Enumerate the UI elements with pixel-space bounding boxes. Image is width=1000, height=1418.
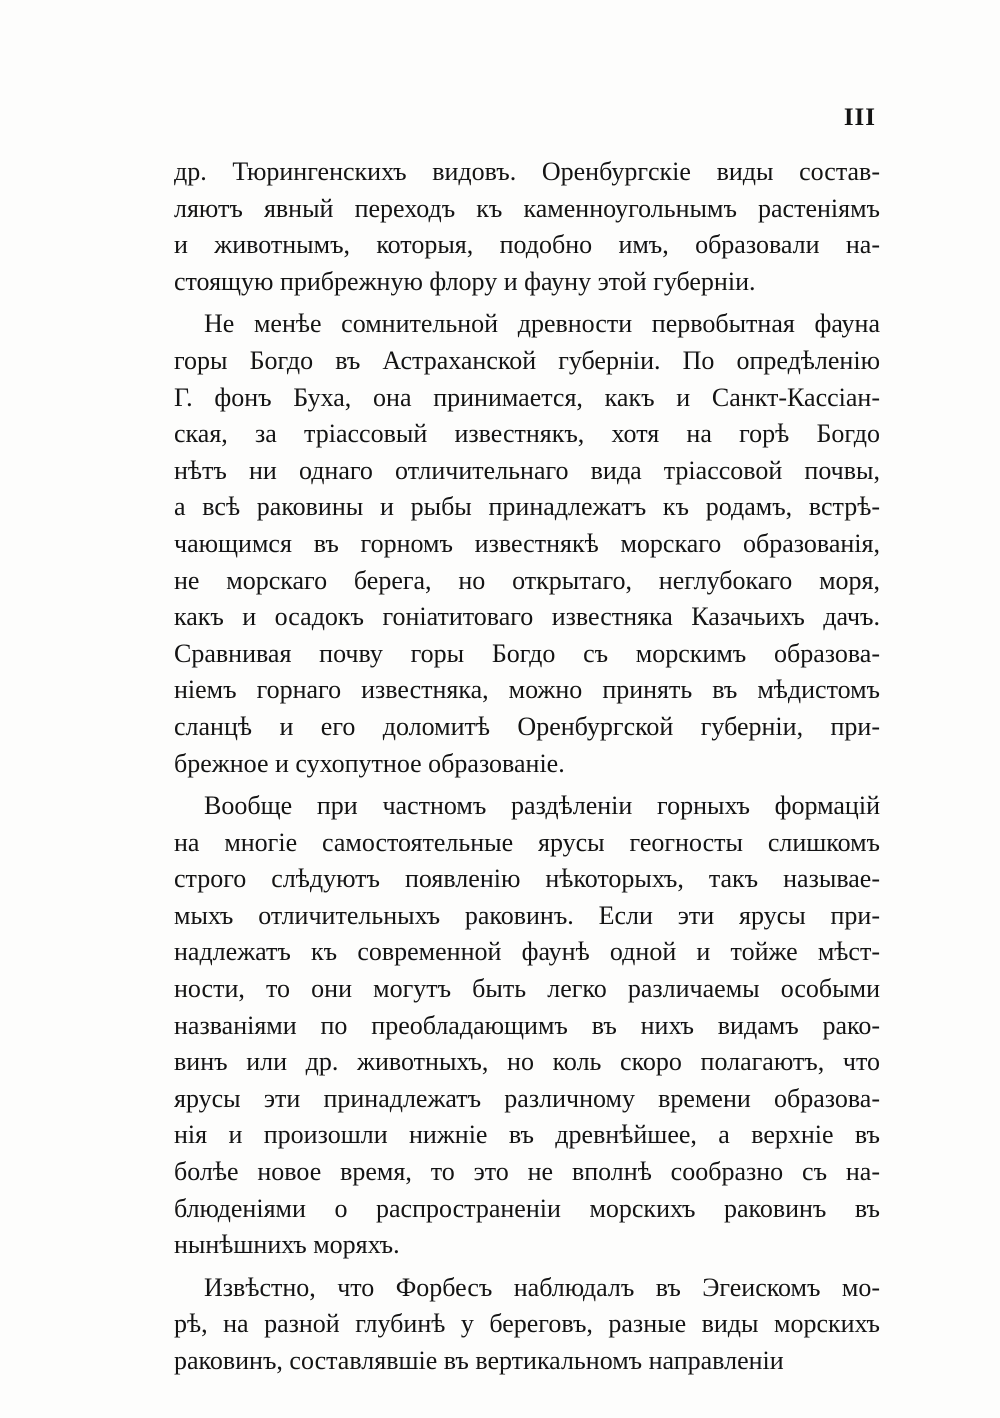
text-line: нѣтъ ни однаго отличительнаго вида тріассовой почвы, [174,455,880,485]
text-line: рѣ, на разной глубинѣ у береговъ, разные виды морскихъ [174,1309,880,1339]
paragraph [174,306,880,782]
text-line: ярусы эти принадлежатъ различному времени образова- [174,1083,880,1113]
text-line: мыхъ отличительныхъ раковинъ. Если эти ярусы при- [174,900,880,930]
text-line: Вообще при частномъ раздѣленіи горныхъ формацій [204,791,880,821]
text-line: названіями по преобладающимъ въ нихъ видамъ рако- [174,1010,880,1040]
text-line: горы Богдо въ Астраханской губерніи. По опредѣленію [174,345,880,375]
page-number: III [843,104,876,131]
text-line: не морскаго берега, но открытаго, неглубокаго моря, [174,565,880,595]
text-line: Сравнивая почву горы Богдо съ морскимъ образова- [174,638,880,668]
text-line: болѣе новое время, то это не вполнѣ сообразно съ на- [174,1157,880,1187]
text-line: какъ и осадокъ гоніатитоваго известняка Казачьихъ дачъ. [174,602,880,632]
text-line: ности, то они могутъ быть легко различаемы особыми [174,974,880,1004]
paragraph [174,154,880,300]
text-line: нынѣшнихъ моряхъ. [174,1230,400,1260]
text-line: строго слѣдуютъ появленію нѣкоторыхъ, такъ называе- [174,864,880,894]
text-line: Извѣстно, что Форбесъ наблюдалъ въ Эгеискомъ мо- [204,1272,880,1302]
text-line: Не менѣе сомнительной древности первобытная фауна [204,309,880,339]
text-line: винъ или др. животныхъ, но коль скоро полагаютъ, что [174,1047,880,1077]
text-line: а всѣ раковины и рыбы принадлежатъ къ родамъ, встрѣ- [174,492,880,522]
paragraph [174,788,880,1264]
text-line: Г. фонъ Буха, она принимается, какъ и Санкт-Кассіан- [174,382,880,412]
text-line: и животнымъ, которыя, подобно имъ, образовали на- [174,230,880,260]
text-line: сланцѣ и его доломитѣ Оренбургской губерніи, при- [174,711,880,741]
paragraph [174,1270,880,1380]
text-line: др. Тюрингенскихъ видовъ. Оренбургскіе виды состав- [174,157,880,186]
text-line: нія и произошли нижніе въ древнѣйшее, а верхніе въ [174,1120,880,1150]
text-line: стоящую прибрежную флору и фауну этой губерніи. [174,266,756,296]
text-line: раковинъ, составлявшіе въ вертикальномъ направленіи [174,1346,784,1375]
text-line: ляютъ явный переходъ къ каменноугольнымъ растеніямъ [174,193,880,223]
text-line: блюденіями о распространеніи морскихъ раковинъ въ [174,1193,880,1223]
text-line: ніемъ горнаго известняка, можно принять въ мѣдистомъ [174,675,880,705]
body-text [174,154,880,1386]
text-line: на многіе самостоятельные ярусы геогносты слишкомъ [174,827,880,857]
text-line: чающимся въ горномъ известнякѣ морскаго образованія, [174,528,880,558]
text-line: надлежатъ къ современной фаунѣ одной и тойже мѣст- [174,937,880,967]
text-line: брежное и сухопутное образованіе. [174,748,565,778]
text-line: ская, за тріассовый известнякъ, хотя на горѣ Богдо [174,419,880,449]
